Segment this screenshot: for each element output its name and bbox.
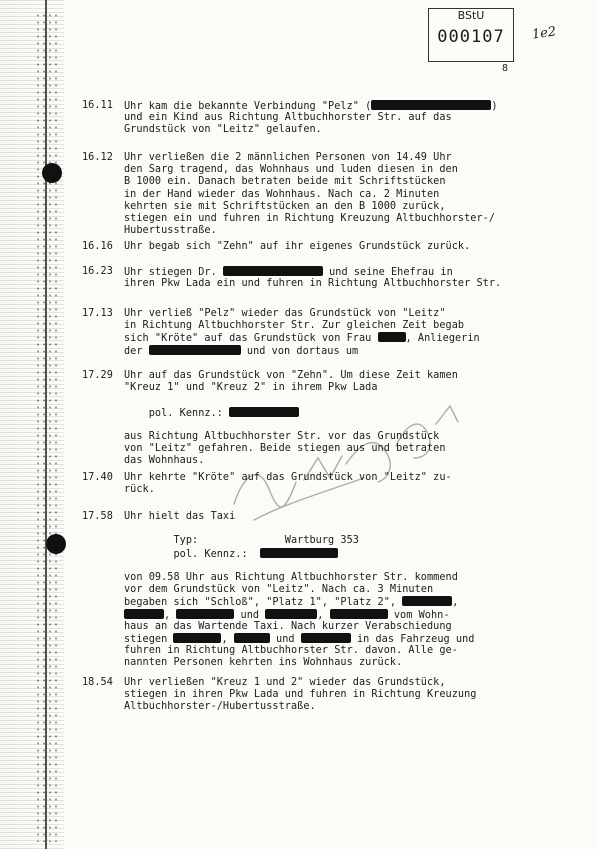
entry-text-line [124, 596, 458, 609]
punch-hole [46, 534, 66, 554]
entry-text-line [124, 152, 452, 164]
entry-text-line [124, 266, 453, 279]
redaction-bar [371, 100, 491, 110]
page-number: 8 [502, 63, 509, 74]
text-fragment: B 1000 ein. Danach betraten beide mit Schriftstücken [124, 176, 446, 188]
text-fragment: sich "Kröte" auf das Grundstück von Frau [124, 333, 378, 345]
text-fragment: und ein Kind aus Richtung Altbuchhorster Str. auf das [124, 112, 452, 124]
entry-text-line [124, 308, 446, 320]
entry-text-line [124, 370, 458, 382]
text-fragment: und [269, 634, 301, 645]
redaction-bar [173, 633, 221, 643]
text-fragment: in der Hand wieder das Wohnhaus. Nach ca. 2 Minuten [124, 188, 440, 200]
entry-text-line [124, 584, 433, 596]
entry-time: 16.16 [82, 241, 113, 252]
text-fragment: , [317, 609, 330, 621]
entry-text-line [124, 332, 480, 345]
text-fragment: nannten Personen kehrten ins Wohnhaus zurück. [124, 657, 403, 669]
text-fragment: fuhren in Richtung Altbuchhorster Str. davon. Alle ge- [124, 645, 458, 657]
entry-text-line [124, 657, 402, 669]
text-fragment: Uhr hielt das Taxi [124, 511, 236, 522]
entry-text-line [124, 443, 446, 455]
entry-text-line [124, 382, 378, 394]
entry-text-line [124, 112, 452, 124]
redaction-bar [223, 266, 323, 276]
entry-text-line [124, 124, 322, 136]
entry-text-line [124, 278, 501, 290]
entry-text-line [124, 609, 450, 622]
text-fragment: das Wohnhaus. [124, 455, 205, 467]
entry-time: 17.29 [82, 370, 113, 381]
entry-text-line [124, 407, 299, 420]
text-fragment: der [124, 345, 149, 357]
entry-text-line [124, 164, 458, 176]
archive-stamp [428, 8, 514, 62]
entry-text-line [124, 633, 474, 646]
entry-text-line [124, 431, 439, 443]
entry-text-line [124, 189, 439, 201]
text-fragment: kehrten sie mit Schriftstücken an den B 1000 zurück, [124, 200, 446, 212]
entry-time: 18.54 [82, 677, 113, 688]
entry-text-line [124, 548, 338, 561]
text-fragment: "Kreuz 1" und "Kreuz 2" in ihrem Pkw Lada [124, 382, 378, 394]
text-fragment: haus an das Wartende Taxi. Nach kurzer Verabschiedung [124, 620, 452, 632]
text-fragment: Uhr stiegen Dr. [124, 267, 223, 278]
text-fragment: , [164, 609, 177, 621]
entry-text-line [124, 572, 458, 584]
entry-text-line [124, 100, 498, 113]
stamp-number: 000107 [437, 27, 505, 47]
entry-time: 16.12 [82, 152, 113, 163]
redaction-bar [402, 596, 452, 606]
text-fragment: von 09.58 Uhr aus Richtung Altbuchhorster Str. kommend [124, 572, 458, 583]
text-fragment: Uhr kehrte "Kröte" auf das Grundstück von "Leitz" zu- [124, 472, 452, 483]
text-fragment: und seine Ehefrau in [322, 267, 453, 278]
redaction-bar [378, 332, 406, 342]
text-fragment: von "Leitz" gefahren. Beide stiegen aus und betraten [124, 443, 446, 455]
entry-text-line [124, 677, 446, 689]
text-fragment: rück. [124, 484, 155, 496]
text-fragment: , Anliegerin [405, 333, 480, 345]
text-fragment: und [234, 609, 266, 621]
entry-text-line [124, 176, 446, 188]
redaction-bar [229, 407, 299, 417]
text-fragment: den Sarg tragend, das Wohnhaus und luden diesen in den [124, 164, 458, 176]
stamp-label: BStU [457, 9, 485, 22]
punch-hole [42, 163, 62, 183]
redaction-bar [149, 345, 241, 355]
entry-time: 17.58 [82, 511, 113, 522]
entry-text-line [124, 213, 495, 225]
scan-edge-noise [35, 12, 61, 842]
entry-time: 17.13 [82, 308, 113, 319]
text-fragment: Altbuchhorster-/Hubertusstraße. [124, 701, 316, 713]
entry-text-line [124, 455, 204, 467]
text-fragment: und von dortaus um [240, 345, 359, 357]
entry-text-line [124, 511, 235, 523]
entry-text-line [124, 225, 217, 237]
entry-time: 16.11 [82, 100, 113, 111]
text-fragment: stiegen in ihren Pkw Lada und fuhren in Richtung Kreuzung [124, 689, 477, 701]
text-fragment: begaben sich "Schloß", "Platz 1", "Platz 2", [124, 597, 403, 609]
entry-text-line [124, 689, 476, 701]
entry-text-line [124, 621, 452, 633]
text-fragment: in Richtung Altbuchhorster Str. Zur gleichen Zeit begab [124, 320, 465, 332]
text-fragment: Uhr verließen "Kreuz 1 und 2" wieder das Grundstück, [124, 677, 446, 688]
entry-time: 17.40 [82, 472, 113, 483]
text-fragment: , [221, 634, 234, 645]
entry-text-line [124, 241, 470, 253]
binding-line [45, 0, 47, 849]
redaction-bar [234, 633, 270, 643]
entry-text-line [124, 535, 359, 547]
text-fragment: Uhr kam die bekannte Verbindung "Pelz" ( [124, 101, 372, 112]
entry-text-line [124, 645, 458, 657]
text-fragment: Typ: Wartburg 353 [124, 535, 359, 547]
entry-text-line [124, 201, 446, 213]
text-fragment: vom Wohn- [387, 609, 450, 621]
entry-text-line [124, 345, 358, 358]
text-fragment: Uhr verließ "Pelz" wieder das Grundstück von "Leitz" [124, 308, 446, 319]
text-fragment: Grundstück von "Leitz" gelaufen. [124, 124, 322, 136]
entry-text-line [124, 472, 452, 484]
text-fragment: Uhr begab sich "Zehn" auf ihr eigenes Grundstück zurück. [124, 241, 471, 252]
redaction-bar [301, 633, 351, 643]
redaction-bar [124, 609, 164, 619]
text-fragment: Uhr verließen die 2 männlichen Personen von 14.49 Uhr [124, 152, 452, 163]
text-fragment: stiegen ein und fuhren in Richtung Kreuzung Altbuchhorster-/ [124, 213, 496, 224]
text-fragment: vor dem Grundstück von "Leitz". Nach ca. 3 Minuten [124, 584, 434, 596]
text-fragment: Hubertusstraße. [124, 225, 217, 237]
text-fragment: pol. Kennz.: [124, 548, 261, 560]
text-fragment: , [452, 597, 459, 609]
redaction-bar [176, 609, 234, 619]
text-fragment: Uhr auf das Grundstück von "Zehn". Um diese Zeit kamen [124, 370, 458, 381]
text-fragment: aus Richtung Altbuchhorster Str. vor das Grundstück [124, 431, 440, 442]
entry-text-line [124, 484, 155, 496]
redaction-bar [260, 548, 338, 558]
entry-text-line [124, 701, 316, 713]
text-fragment: in das Fahrzeug und [350, 634, 475, 645]
entry-time: 16.23 [82, 266, 113, 277]
redaction-bar [330, 609, 388, 619]
text-fragment: ) [491, 101, 498, 112]
folio-mark: 1e2 [531, 24, 558, 43]
redaction-bar [265, 609, 317, 619]
text-fragment: ihren Pkw Lada ein und fuhren in Richtung Altbuchhorster Str. [124, 278, 502, 290]
text-fragment: stiegen [124, 634, 174, 645]
text-fragment: pol. Kennz.: [124, 407, 230, 419]
entry-text-line [124, 320, 464, 332]
